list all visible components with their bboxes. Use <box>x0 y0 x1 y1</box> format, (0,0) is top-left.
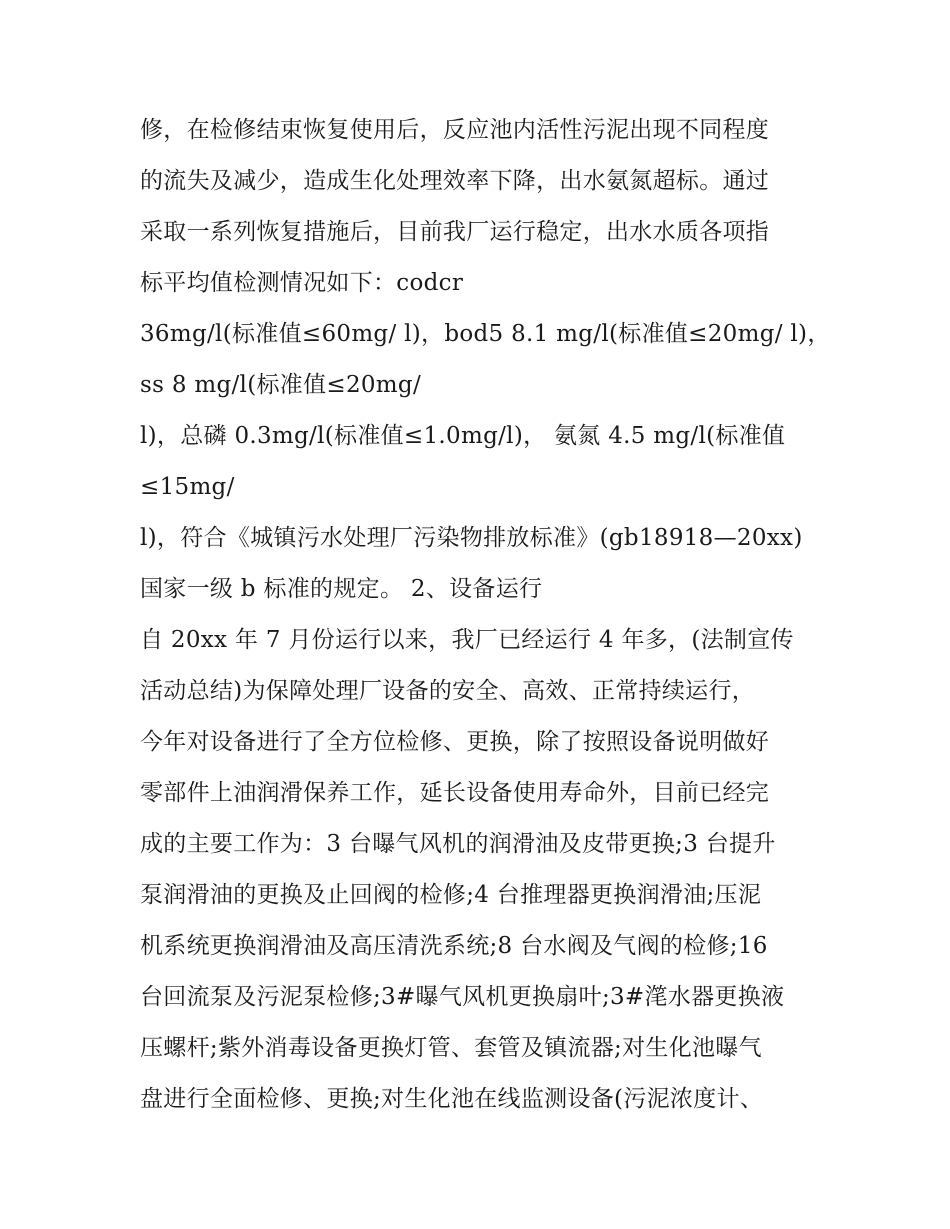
text-line: 国家一级 b 标准的规定。 2、设备运行 <box>140 576 543 602</box>
text-line: l)，总磷 0.3mg/l(标准值≤1.0mg/l)， 氨氮 4.5 mg/l(标准值 <box>140 423 786 449</box>
text-line: 压螺杆;紫外消毒设备更换灯管、套管及镇流器;对生化池曝气 <box>140 1035 762 1061</box>
text-line: 泵润滑油的更换及止回阀的检修;4 台推理器更换润滑油;压泥 <box>140 882 762 908</box>
body-text <box>140 105 830 1125</box>
text-line: 成的主要工作为：3 台曝气风机的润滑油及皮带更换;3 台提升 <box>140 831 776 857</box>
text-line: 的流失及减少，造成生化处理效率下降，出水氨氮超标。通过 <box>140 168 770 194</box>
text-line: 修，在检修结束恢复使用后，反应池内活性污泥出现不同程度 <box>140 117 770 143</box>
text-line: 采取一系列恢复措施后，目前我厂运行稳定，出水水质各项指 <box>140 219 770 245</box>
text-line: 活动总结)为保障处理厂设备的安全、高效、正常持续运行， <box>140 678 756 704</box>
text-line: 机系统更换润滑油及高压清洗系统;8 台水阀及气阀的检修;16 <box>140 933 768 959</box>
text-line: l)，符合《城镇污水处理厂污染物排放标准》(gb18918—20xx) <box>140 525 803 551</box>
text-line: 今年对设备进行了全方位检修、更换，除了按照设备说明做好 <box>140 729 770 755</box>
text-line: ss 8 mg/l(标准值≤20mg/ <box>140 372 421 398</box>
text-line: ≤15mg/ <box>140 474 235 500</box>
text-line: 36mg/l(标准值≤60mg/ l)，bod5 8.1 mg/l(标准值≤20mg/ l)， <box>140 321 831 347</box>
text-line: 自 20xx 年 7 月份运行以来，我厂已经运行 4 年多，(法制宣传 <box>140 627 794 653</box>
text-line: 标平均值检测情况如下：codcr <box>140 270 464 296</box>
text-line: 盘进行全面检修、更换;对生化池在线监测设备(污泥浓度计、 <box>140 1086 764 1112</box>
text-line: 零部件上油润滑保养工作，延长设备使用寿命外，目前已经完 <box>140 780 770 806</box>
text-line: 台回流泵及污泥泵检修;3#曝气风机更换扇叶;3#滗水器更换液 <box>140 984 785 1010</box>
